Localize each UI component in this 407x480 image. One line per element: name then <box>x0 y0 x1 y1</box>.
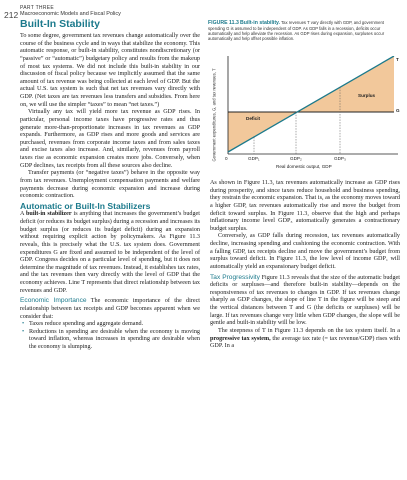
body-paragraph: The steepness of T in Figure 11.3 depends on the tax system itself. In a progressive tax system, the average tax rate (= tax revenue/GDP) rises with GDP. In a <box>210 327 400 350</box>
y-axis-label: Government expenditures, G, and tax revenues, T <box>211 68 217 162</box>
y-axis-label-wrap <box>210 68 218 163</box>
tax-progressivity-paragraph: Tax Progressivity Figure 11.3 reveals that the size of the automatic budget deficits or surpluses—and therefore built-in stability—depends on the responsiveness of tax revenues to changes in GDP. If tax revenues change sharply as GDP changes, the slope of line T in the figure will be steep and the vertical distances between T and G (the deficits or surpluses) will be large. If tax revenues change very little when GDP changes, the slope will be gentle and built-in stability will be low. <box>210 273 400 327</box>
bullet-list <box>20 321 200 352</box>
deficit-label: Deficit <box>246 116 261 121</box>
intro-paragraph: Transfer payments (or “negative taxes”) behave in the opposite way from tax revenues. Unemployment compensation payments and welfare payments decrease during economic expansion and increase during economic contraction. <box>20 170 200 200</box>
economic-importance-paragraph: Economic Importance The economic importance of the direct relationship between tax receipts and GDP becomes apparent when we consider that: <box>20 297 200 320</box>
spending-line-label: G <box>396 108 400 113</box>
subsection-heading: Automatic or Built-In Stabilizers <box>20 200 151 211</box>
body-paragraph: Conversely, as GDP falls during recession, tax revenues automatically decline, increasing spending and cushioning the economic contraction. With a falling GDP, tax receipts decline and move the government’s budget from surplus toward deficit. In Figure 11.3, the low level of income GDP₁ will automatically yield an expansionary budget deficit. <box>210 233 400 270</box>
x-axis-label: Real domestic output, GDP <box>276 164 332 169</box>
left-column <box>20 33 200 352</box>
figure-caption-text: Tax revenues T vary directly with GDP, and government spending G is assumed to be independent of GDP. As GDP falls in a recession, deficits occur automatically and help alleviate the recession. As GDP rises during expansion, surpluses occur automatically and help offset possible inflation. <box>208 20 385 41</box>
key-term: built-in stabilizer <box>26 211 72 218</box>
figure-title: Built-in stability. <box>240 20 280 26</box>
origin-label: 0 <box>225 156 228 161</box>
surplus-label: Surplus <box>358 93 376 98</box>
page-number: 212 <box>4 10 19 20</box>
inline-heading: Economic Importance <box>20 297 87 305</box>
figure-caption <box>208 20 398 41</box>
key-term: progressive tax system, <box>210 335 271 342</box>
x-tick-gdp2: GDP₂ <box>290 156 302 161</box>
list-item: • Reductions in spending are desirable when the economy is moving toward inflation, whereas increases in spending are desirable when the economy is slumping. <box>29 329 200 352</box>
body-paragraph: As shown in Figure 11.3, tax revenues automatically increase as GDP rises during prosperity, and since taxes reduce household and business spending, they restrain the economic expansion. That is, as the economy moves toward a higher GDP, tax revenues automatically rise and move the budget from deficit toward surplus. In Figure 11.3, observe that the high and perhaps inflationary income level GDP₃ automatically generates a contractionary budget surplus. <box>210 180 400 232</box>
part-label: PART THREE <box>20 5 55 11</box>
list-item: • Taxes reduce spending and aggregate demand. <box>29 321 200 329</box>
part-title: Macroeconomic Models and Fiscal Policy <box>20 11 121 17</box>
intro-paragraph: To some degree, government tax revenues change automatically over the course of the business cycle and in ways that stabilize the economy. This automatic response, or built-in stability, constitutes nondiscretionary (or “passive” or “automatic”) budgetary policy and results from the makeup of most tax systems. We did not include this built-in stability in our discussion of fiscal policy because we implicitly assumed that the same amount of tax revenue was being collected at each level of GDP. But the actual U.S. tax system is such that net tax revenues vary directly with GDP. (Net taxes are tax revenues less transfers and subsidies. From here on, we will use the simpler “taxes” to mean “net taxes.”) <box>20 33 200 108</box>
x-tick-gdp3: GDP₃ <box>334 156 346 161</box>
inline-heading: Tax Progressivity <box>210 273 260 281</box>
built-in-stability-figure <box>198 56 404 172</box>
figure-label: FIGURE 11.3 <box>208 20 239 26</box>
tax-line-label: T <box>396 57 399 62</box>
section-title: Built-In Stability <box>20 18 100 30</box>
figure-svg <box>198 56 404 172</box>
stabilizer-paragraph: A built-in stabilizer is anything that increases the government’s budget deficit (or reduces its budget surplus) during a recession and increases its budget surplus (or reduces its budget deficit) during an expansion without requiring explicit action by policymakers. As Figure 11.3 reveals, this is precisely what the U.S. tax system does. Government expenditures G are fixed and assumed to be independent of the level of GDP. Congress decides on a particular level of spending, but it does not determine the magnitude of tax revenues. Instead, it establishes tax rates, and the tax revenues then vary directly with the level of GDP that the economy achieves. Line T represents that direct relationship between tax revenues and GDP. <box>20 211 200 294</box>
right-column <box>210 180 400 351</box>
intro-paragraph: Virtually any tax will yield more tax revenue as GDP rises. In particular, personal income taxes have progressive rates and thus generate more-than-proportionate increases in tax revenues as GDP expands. Furthermore, as GDP rises and more goods and services are purchased, revenues from corporate income taxes and from sales taxes and excise taxes also increase. And, similarly, revenues from payroll taxes rise as economic expansion creates more jobs. Conversely, when GDP declines, tax receipts from all these sources also decline. <box>20 109 200 169</box>
x-tick-gdp1: GDP₁ <box>248 156 260 161</box>
